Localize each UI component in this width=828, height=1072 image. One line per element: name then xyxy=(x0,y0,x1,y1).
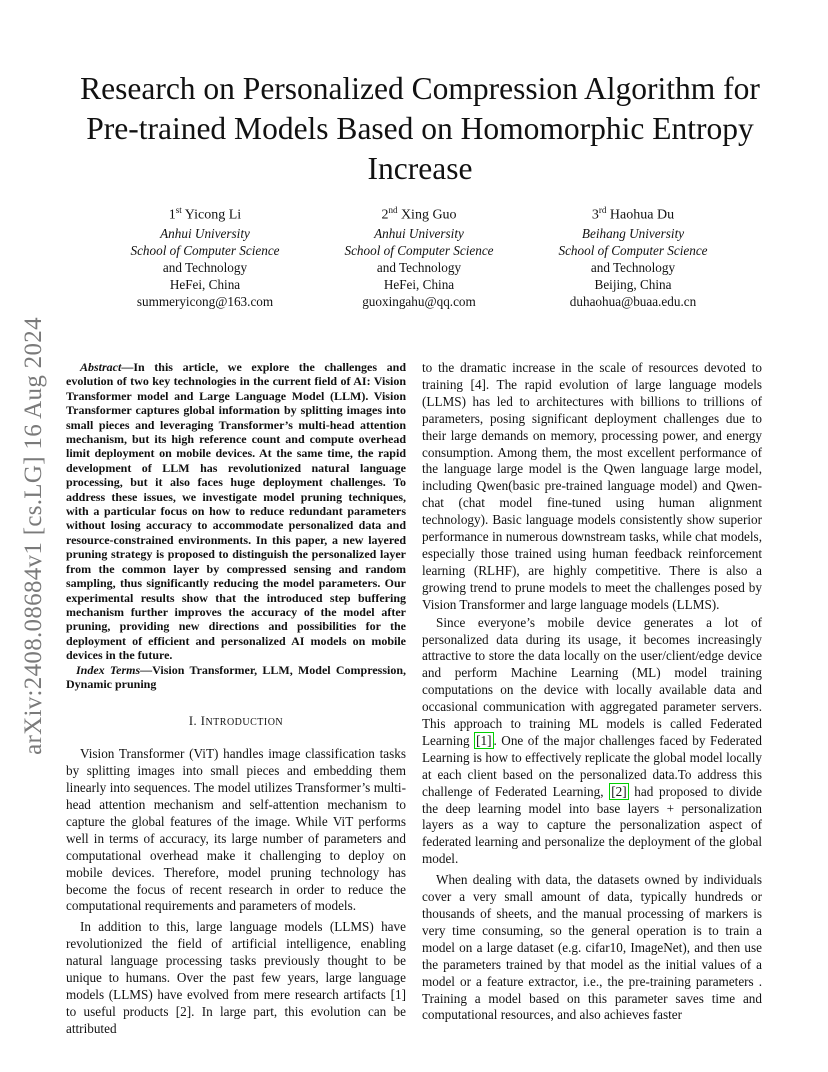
body-paragraph: Since everyone’s mobile device generates a lot of personalized data during its usage, it becomes increasingly attractive to store the data locally on the user/client/edge device and perform Machine Learning (ML) model training computations on the device with locally available data and occasional communication with aggregated parameter servers. This approach to training ML models is called Federated Learning [1] . One of the major challenges faced by Federated Learning is how to effectively replicate the global model locally at each client based on the personalized data.To address this challenge of Federated Learning, [2] had proposed to divide the deep learning model into base layers + personalization layers as a way to capture the personalization aspect of federated learning and personalize the deployment of the global model. xyxy=(422,614,762,867)
author-school-cont: and Technology xyxy=(162,260,248,276)
abstract xyxy=(66,360,406,663)
index-terms-label: Index Terms xyxy=(76,662,141,677)
author-3 xyxy=(533,201,733,311)
author-1 xyxy=(105,201,305,311)
author-name: 1st Yicong Li xyxy=(168,205,242,223)
paper-title: Research on Personalized Compression Algorithm for Pre-trained Models Based on Homomorphic Entropy Increase xyxy=(80,71,760,186)
arxiv-identifier: arXiv:2408.08684v1 [cs.LG] 16 Aug 2024 xyxy=(20,317,47,755)
author-email: duhaohua@buaa.edu.cn xyxy=(569,294,697,310)
abstract-text: —In this article, we explore the challenges and evolution of two key technologies in the current field of AI: Vision Transformer model and Large Language Model (LLM). Vision Transformer captures global information by splitting images into small pieces and leveraging Transformer’s multi-head attention mechanism, but its high reference count and compute overhead limit deployment on mobile devices. At the same time, the rapid development of LLM has revolutionized natural language processing, but it also faces huge deployment challenges. To address these issues, we investigate model pruning techniques, with a particular focus on how to reduce redundant parameters without losing accuracy to accommodate personalized data and resource-constrained environments. In this paper, a new layered pruning strategy is proposed to distinguish the personalized layer from the common layer by compressed sensing and random sampling, thus significantly reducing the model parameters. Our experimental results show that the introduced step buffering mechanism further improves the accuracy of the model after pruning, providing new directions and possibilities for the deployment of efficient and personalized AI models on mobile devices in the future. xyxy=(66,360,406,663)
author-school-cont: and Technology xyxy=(376,260,462,276)
author-name: 3rd Haohua Du xyxy=(591,205,675,223)
author-block xyxy=(105,201,725,311)
author-school: School of Computer Science xyxy=(344,242,494,258)
author-location: HeFei, China xyxy=(169,277,241,293)
author-name: 2nd Xing Guo xyxy=(381,205,457,223)
citation-link[interactable]: [1] xyxy=(476,732,492,748)
index-terms xyxy=(66,663,406,692)
author-email: summeryicong@163.com xyxy=(136,294,274,310)
author-school: School of Computer Science xyxy=(130,242,280,258)
citation-link[interactable]: [2] xyxy=(611,783,627,799)
index-terms-text: —Vision Transformer, LLM, Model Compression, Dynamic pruning xyxy=(66,662,407,691)
left-column xyxy=(66,360,406,1038)
body-paragraph: to the dramatic increase in the scale of resources devoted to training [4]. The rapid evolution of large language models (LLMS) has led to architectures with billions to trillions of parameters, posing significant deployment challenges due to their large demands on memory, processing power, and energy consumption. Among them, the most excellent performance of the language large model is the Qwen language large model, including Qwen(basic pre-trained language model) and Qwen-chat (chat model fine-tuned using human alignment technology). Basic language models consistently show superior performance in numerous downstream tasks, while chat models, especially those trained using human feedback reinforcement learning (RLHF), are highly competitive. There is also a growing trend to prune models to meet the challenges posed by Vision Transformer and large language models (LLMS). xyxy=(422,360,762,612)
author-2 xyxy=(319,201,519,311)
author-school-cont: and Technology xyxy=(590,260,676,276)
body-paragraph: In addition to this, large language models (LLMS) have revolutionized the field of artificial intelligence, enabling natural language processing tasks previously thought to be unique to humans. Over the past few years, large language models (LLMS) have evolved from mere research artifacts [1] to useful products [2]. In large part, this evolution can be attributed xyxy=(66,919,406,1036)
body-paragraph: Vision Transformer (ViT) handles image classification tasks by splitting images into small pieces and embedding them linearly into sequences. The model utilizes Transformer’s multi-head attention mechanism and self-attention mechanism to capture the global features of the image. While ViT performs well in terms of accuracy, its large number of parameters and computational overhead make it challenging to deploy on mobile devices. Therefore, model pruning technology has become the focus of recent research in order to reduce the computational requirements and parameters of models. xyxy=(66,746,406,914)
author-location: Beijing, China xyxy=(594,277,672,293)
author-school: School of Computer Science xyxy=(558,242,708,258)
author-location: HeFei, China xyxy=(383,277,455,293)
right-column xyxy=(422,360,762,1024)
author-email: guoxingahu@qq.com xyxy=(362,294,476,310)
author-affiliation: Anhui University xyxy=(160,225,250,241)
section-heading: I. INTRODUCTION xyxy=(188,714,284,729)
abstract-label: Abstract xyxy=(80,360,122,374)
body-paragraph: When dealing with data, the datasets owned by individuals cover a very small amount of data, typically hundreds or thousands of sheets, and the manual processing of markers is very time consuming, so the general operation is to train a model on a large dataset (e.g. cifar10, ImageNet), and then use the parameters trained by that model as the initial values of a model or a feature extractor, i.e., the pre-training parameters . Training a model based on this parameter saves time and computational resources, and also achieves faster xyxy=(422,872,762,1023)
author-affiliation: Beihang University xyxy=(581,225,685,241)
author-affiliation: Anhui University xyxy=(374,225,464,241)
